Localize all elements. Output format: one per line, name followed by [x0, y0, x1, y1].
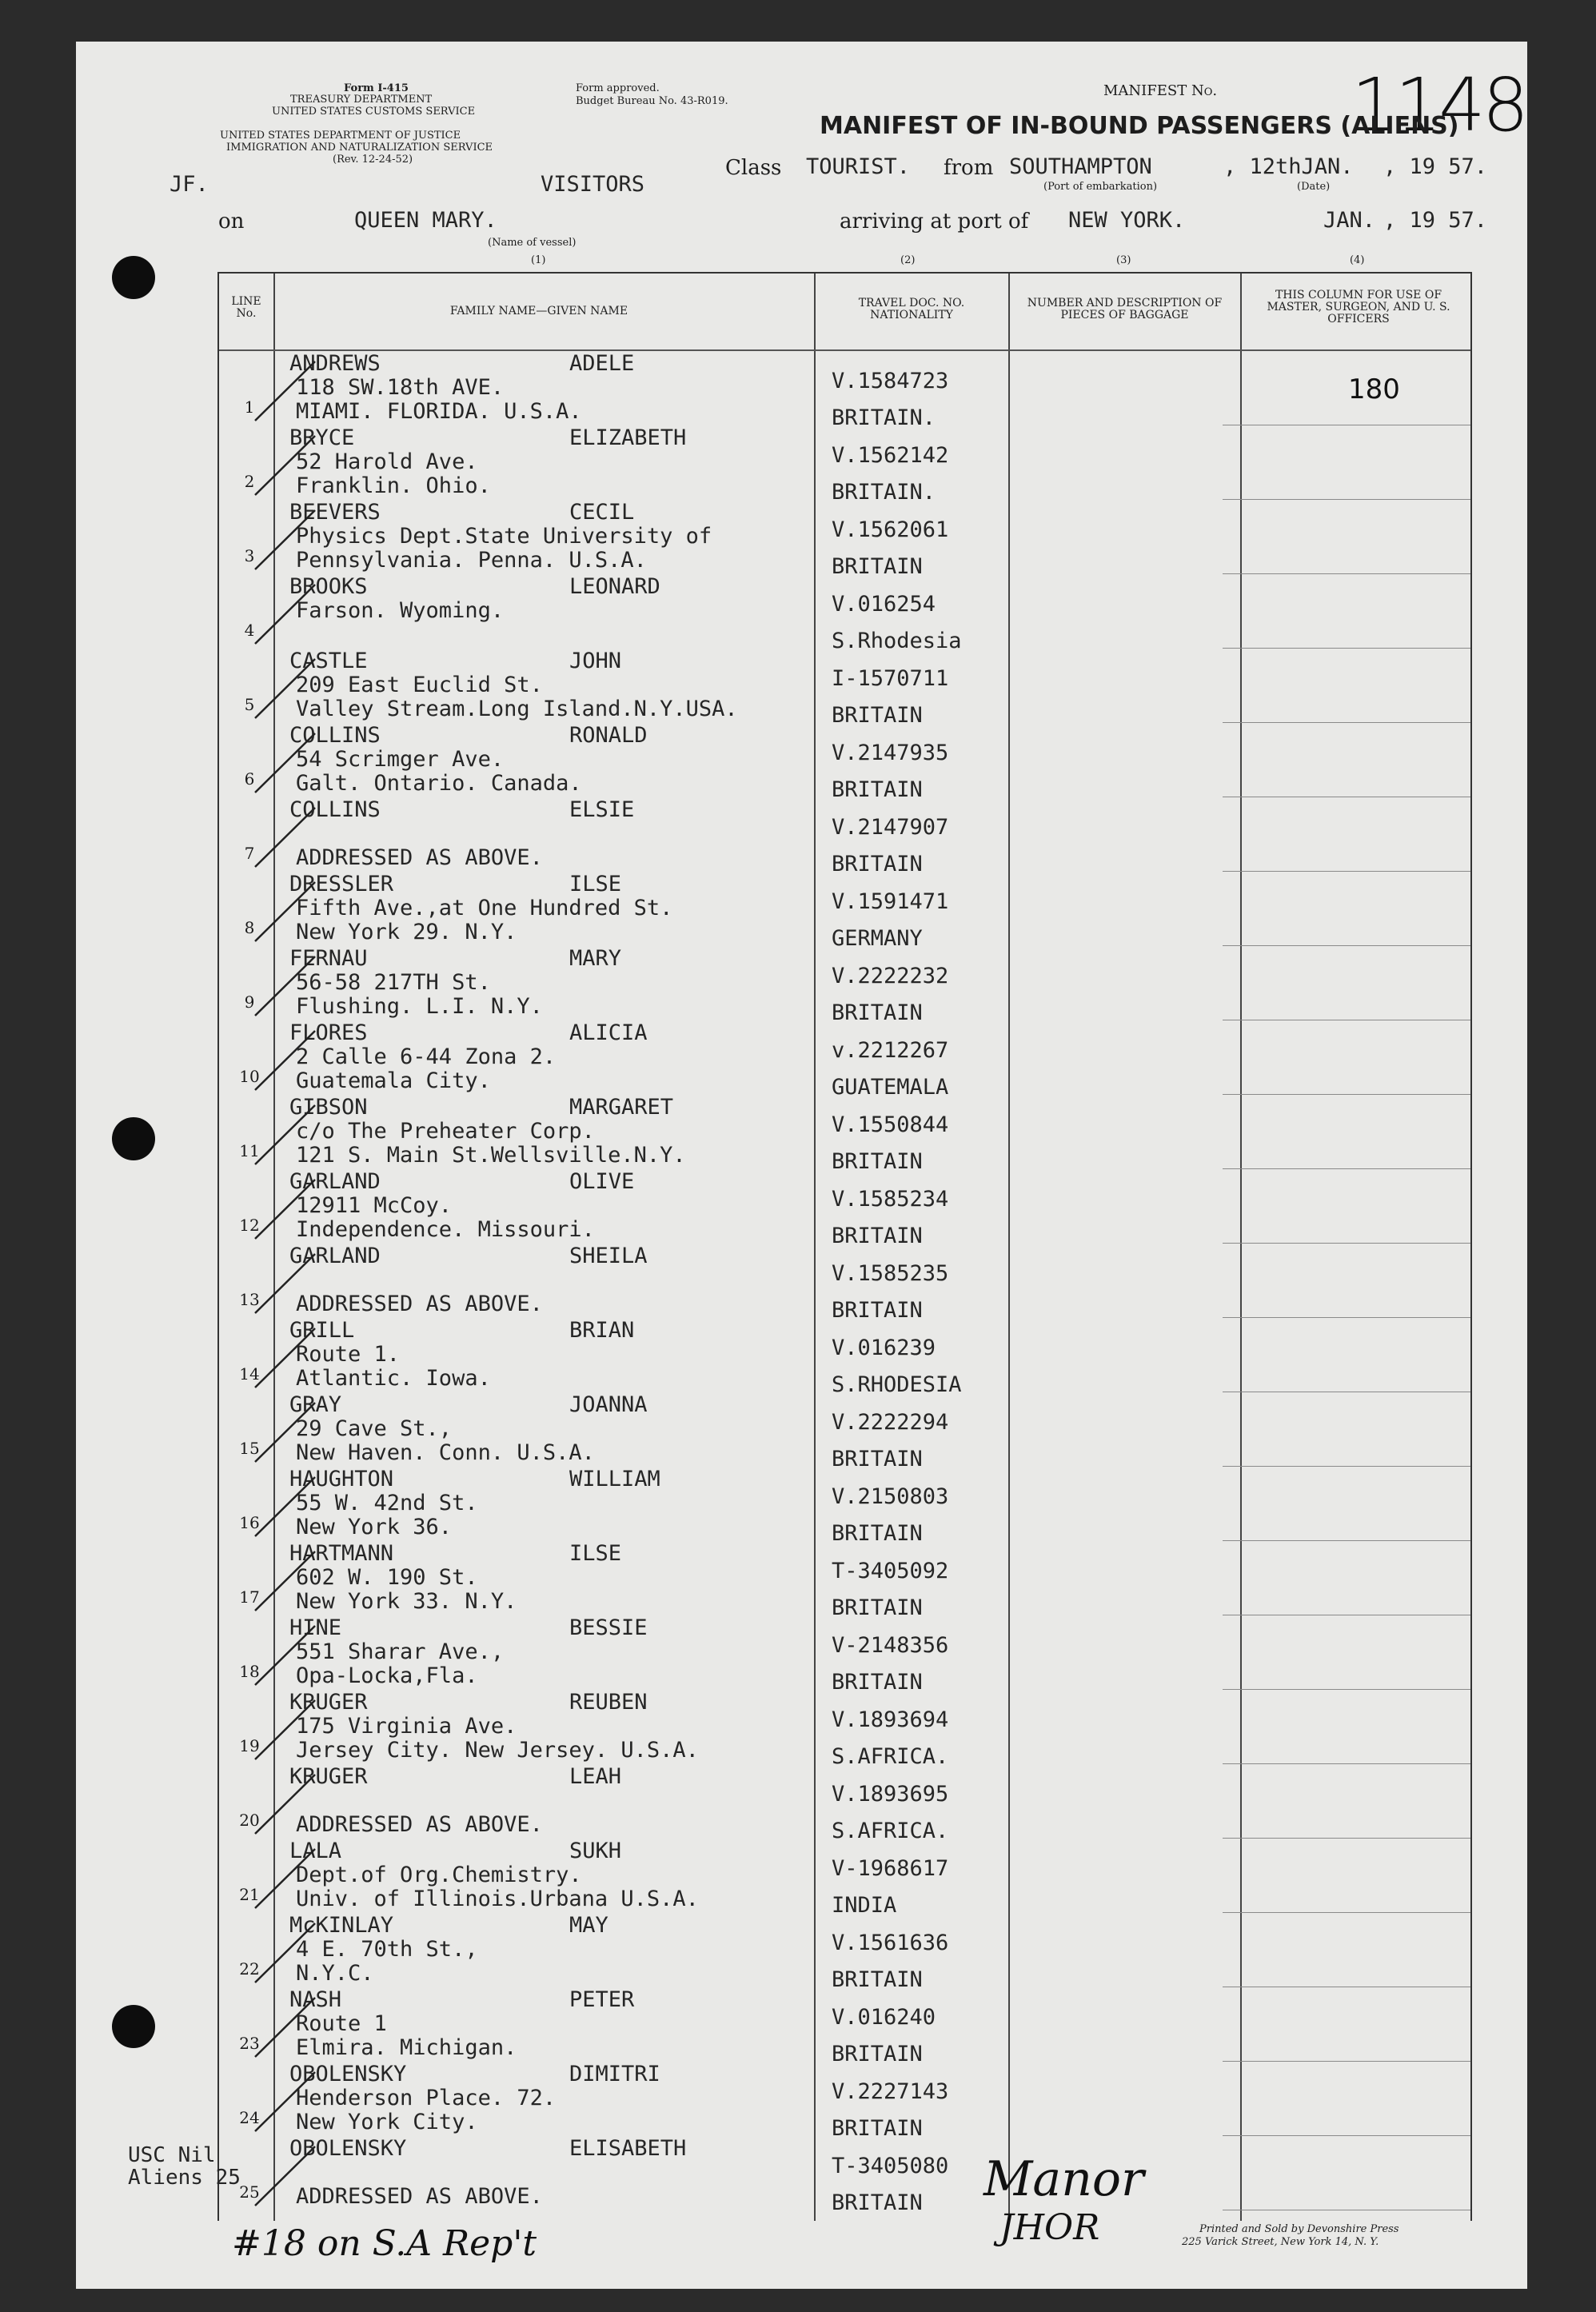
- address-line-1: 602 W. 190 St.: [296, 1565, 478, 1590]
- travel-doc-number: V.016239: [832, 1336, 936, 1360]
- family-name: LALA: [289, 1839, 342, 1863]
- address-line-1: 56-58 217TH St.: [296, 970, 491, 995]
- address-line-1: 551 Sharar Ave.,: [296, 1639, 505, 1664]
- given-name: BESSIE: [569, 1615, 648, 1640]
- colhead-officers: THIS COLUMN FOR USE OF MASTER, SURGEON, AND U. S. OFFICERS: [1267, 289, 1450, 325]
- given-name: RONALD: [569, 723, 648, 748]
- nationality: BRITAIN.: [832, 405, 936, 430]
- travel-doc-number: v.2212267: [832, 1038, 949, 1063]
- check-mark-icon: [251, 1545, 323, 1617]
- family-name: GRAY: [289, 1392, 342, 1417]
- address-line-1: Fifth Ave.,at One Hundred St.: [296, 896, 673, 920]
- revision: (Rev. 12-24-52): [333, 154, 413, 166]
- line-number: 5: [244, 695, 255, 714]
- check-mark-icon: [251, 1694, 323, 1766]
- address-line-2: ADDRESSED AS ABOVE.: [296, 1812, 543, 1837]
- dept-justice-sub: IMMIGRATION AND NATURALIZATION SERVICE: [226, 142, 493, 154]
- address-line-2: New York 33. N.Y.: [296, 1589, 517, 1614]
- check-mark-icon: [251, 1843, 323, 1915]
- check-mark-icon: [251, 1248, 323, 1320]
- nationality: S.AFRICA.: [832, 1819, 949, 1843]
- initials: JF.: [170, 172, 209, 197]
- table-row: [219, 1020, 1470, 1100]
- table-row: [219, 797, 1470, 876]
- travel-doc-number: V.1893695: [832, 1782, 949, 1807]
- given-name: JOHN: [569, 649, 622, 673]
- table-row: [219, 1392, 1470, 1471]
- family-name: OBOLENSKY: [289, 2062, 407, 2086]
- given-name: MARGARET: [569, 1095, 674, 1120]
- family-name: BRYCE: [289, 425, 355, 450]
- family-name: FERNAU: [289, 946, 368, 971]
- nationality: BRITAIN: [832, 703, 923, 728]
- dept-treasury-sub: UNITED STATES CUSTOMS SERVICE: [272, 106, 476, 118]
- family-name: HARTMANN: [289, 1541, 394, 1566]
- travel-doc-number: V.1562061: [832, 517, 949, 542]
- address-line-2: Galt. Ontario. Canada.: [296, 771, 582, 796]
- line-number: 1: [244, 397, 255, 417]
- family-name: GARLAND: [289, 1169, 381, 1194]
- line-number: 12: [239, 1216, 260, 1235]
- travel-doc-number: T-3405080: [832, 2154, 949, 2178]
- nationality: BRITAIN: [832, 1521, 923, 1546]
- travel-doc-number: V-1968617: [832, 1856, 949, 1881]
- given-name: ILSE: [569, 872, 622, 896]
- address-line-2: Franklin. Ohio.: [296, 473, 491, 498]
- given-name: PETER: [569, 1987, 635, 2012]
- nationality: S.RHODESIA: [832, 1372, 962, 1397]
- address-line-1: Dept.of Org.Chemistry.: [296, 1863, 582, 1887]
- nationality: BRITAIN: [832, 2042, 923, 2066]
- address-line-2: New Haven. Conn. U.S.A.: [296, 1440, 595, 1465]
- date-caption: (Date): [1297, 181, 1331, 193]
- from-label: from: [944, 156, 994, 180]
- nationality: BRITAIN: [832, 1967, 923, 1992]
- line-number: 8: [244, 918, 255, 937]
- arrival-port: NEW YORK.: [1068, 208, 1186, 233]
- address-line-2: Independence. Missouri.: [296, 1217, 595, 1242]
- visitors-label: VISITORS: [541, 172, 645, 197]
- nationality: GUATEMALA: [832, 1075, 949, 1100]
- nationality: BRITAIN: [832, 1224, 923, 1248]
- address-line-2: ADDRESSED AS ABOVE.: [296, 2184, 543, 2209]
- travel-doc-number: V-2148356: [832, 1633, 949, 1658]
- binder-hole-top: [112, 256, 155, 299]
- family-name: COLLINS: [289, 797, 381, 822]
- address-line-2: Jersey City. New Jersey. U.S.A.: [296, 1738, 699, 1763]
- address-line-1: 54 Scrimger Ave.: [296, 747, 505, 772]
- check-mark-icon: [251, 1173, 323, 1245]
- address-line-2: Opa-Locka,Fla.: [296, 1663, 478, 1688]
- embarkation-year: , 19 57.: [1383, 154, 1488, 179]
- line-number: 23: [239, 2034, 260, 2053]
- travel-doc-number: V.2150803: [832, 1484, 949, 1509]
- given-name: REUBEN: [569, 1690, 648, 1715]
- table-row: [219, 1095, 1470, 1174]
- address-line-1: 209 East Euclid St.: [296, 673, 543, 697]
- family-name: DRESSLER: [289, 872, 394, 896]
- family-name: KRUGER: [289, 1764, 368, 1789]
- given-name: ALICIA: [569, 1020, 648, 1045]
- nationality: BRITAIN: [832, 2116, 923, 2141]
- check-mark-icon: [251, 504, 323, 576]
- address-line-1: 52 Harold Ave.: [296, 449, 478, 474]
- address-line-1: 55 W. 42nd St.: [296, 1491, 478, 1515]
- table-row: [219, 872, 1470, 951]
- given-name: ELSIE: [569, 797, 635, 822]
- address-line-1: Henderson Place. 72.: [296, 2086, 557, 2110]
- nationality: BRITAIN: [832, 777, 923, 802]
- dept-justice: UNITED STATES DEPARTMENT OF JUSTICE: [220, 130, 461, 142]
- address-line-1: 2 Calle 6-44 Zona 2.: [296, 1044, 557, 1069]
- nationality: INDIA: [832, 1893, 897, 1918]
- nationality: GERMANY: [832, 926, 923, 951]
- travel-doc-number: V.1585235: [832, 1261, 949, 1286]
- check-mark-icon: [251, 2140, 323, 2212]
- nationality: BRITAIN: [832, 2190, 923, 2215]
- line-number: 4: [244, 621, 255, 640]
- address-line-2: Univ. of Illinois.Urbana U.S.A.: [296, 1887, 699, 1911]
- table-row: [219, 1839, 1470, 1918]
- line-number: 2: [244, 472, 255, 491]
- line-number: 7: [244, 844, 255, 863]
- table-row: [219, 1318, 1470, 1397]
- check-mark-icon: [251, 1471, 323, 1543]
- family-name: BROOKS: [289, 574, 368, 599]
- address-line-1: c/o The Preheater Corp.: [296, 1119, 595, 1144]
- given-name: MARY: [569, 946, 622, 971]
- check-mark-icon: [251, 801, 323, 873]
- table-row: [219, 1169, 1470, 1248]
- embarkation-date: , 12thJAN.: [1223, 154, 1354, 179]
- family-name: BEEVERS: [289, 500, 381, 525]
- address-line-2: Atlantic. Iowa.: [296, 1366, 491, 1391]
- check-mark-icon: [251, 429, 323, 501]
- travel-doc-number: V.1550844: [832, 1112, 949, 1137]
- line-number: 17: [239, 1587, 260, 1607]
- line-number: 20: [239, 1811, 260, 1830]
- col-num-1: (1): [531, 254, 546, 266]
- travel-doc-number: V.1893694: [832, 1707, 949, 1732]
- address-line-1: Physics Dept.State University of: [296, 524, 712, 549]
- nationality: S.Rhodesia: [832, 629, 962, 653]
- address-line-2: Elmira. Michigan.: [296, 2035, 517, 2060]
- check-mark-icon: [251, 1322, 323, 1394]
- travel-doc-number: V.1561636: [832, 1931, 949, 1955]
- col-num-3: (3): [1116, 254, 1131, 266]
- travel-doc-number: V.2222294: [832, 1410, 949, 1435]
- nationality: S.AFRICA.: [832, 1744, 949, 1769]
- travel-doc-number: I-1570711: [832, 666, 949, 691]
- form-approved: Form approved.: [576, 82, 660, 94]
- line-number: 16: [239, 1513, 260, 1532]
- table-row: [219, 351, 1470, 430]
- dept-treasury: TREASURY DEPARTMENT: [290, 94, 433, 106]
- travel-doc-number: V.016240: [832, 2005, 936, 2030]
- table-row: [219, 2136, 1470, 2215]
- table-row: [219, 1615, 1470, 1695]
- table-row: [219, 500, 1470, 579]
- given-name: MAY: [569, 1913, 608, 1938]
- line-number: 3: [244, 546, 255, 565]
- col-num-2: (2): [900, 254, 916, 266]
- port-caption: (Port of embarkation): [1043, 181, 1158, 193]
- address-line-1: Farson. Wyoming.: [296, 598, 505, 623]
- line-number: 15: [239, 1439, 260, 1458]
- address-line-1: Route 1: [296, 2011, 387, 2036]
- check-mark-icon: [251, 727, 323, 799]
- given-name: BRIAN: [569, 1318, 635, 1343]
- line-number: 25: [239, 2182, 260, 2202]
- nationality: BRITAIN.: [832, 480, 936, 505]
- address-line-1: 175 Virginia Ave.: [296, 1714, 517, 1739]
- family-name: HAUGHTON: [289, 1467, 394, 1491]
- check-mark-icon: [251, 1917, 323, 1989]
- given-name: LEONARD: [569, 574, 660, 599]
- table-row: [219, 1913, 1470, 1992]
- manifest-number-label: MANIFEST No.: [1103, 82, 1218, 99]
- signature: Manor: [984, 2151, 1144, 2207]
- address-line-2: N.Y.C.: [296, 1961, 374, 1986]
- address-line-2: New York 29. N.Y.: [296, 920, 517, 944]
- family-name: McKINLAY: [289, 1913, 394, 1938]
- family-name: GRILL: [289, 1318, 355, 1343]
- class-value: TOURIST.: [806, 154, 911, 179]
- manifest-title: MANIFEST OF IN-BOUND PASSENGERS (ALIENS): [820, 112, 1459, 140]
- colhead-name: FAMILY NAME—GIVEN NAME: [449, 305, 628, 317]
- family-name: FLORES: [289, 1020, 368, 1045]
- budget-bureau: Budget Bureau No. 43-R019.: [576, 95, 728, 107]
- line-number: 19: [239, 1736, 260, 1755]
- nationality: BRITAIN: [832, 1670, 923, 1695]
- check-mark-icon: [251, 876, 323, 948]
- given-name: ELIZABETH: [569, 425, 687, 450]
- check-mark-icon: [251, 950, 323, 1022]
- table-row: [219, 574, 1470, 653]
- travel-doc-number: V.016254: [832, 592, 936, 617]
- colhead-line-no: LINE No.: [231, 295, 261, 320]
- check-mark-icon: [251, 1991, 323, 2063]
- check-mark-icon: [251, 578, 323, 650]
- passenger-rows: [219, 351, 1470, 2214]
- address-line-2: Flushing. L.I. N.Y.: [296, 994, 543, 1019]
- address-line-2: Pennsylvania. Penna. U.S.A.: [296, 548, 647, 573]
- form-number: Form I-415: [344, 82, 409, 94]
- nationality: BRITAIN: [832, 1595, 923, 1620]
- family-name: NASH: [289, 1987, 342, 2012]
- given-name: DIMITRI: [569, 2062, 660, 2086]
- check-mark-icon: [251, 1619, 323, 1691]
- given-name: OLIVE: [569, 1169, 635, 1194]
- line-number: 11: [239, 1141, 260, 1160]
- given-name: SUKH: [569, 1839, 622, 1863]
- travel-doc-number: V.1584723: [832, 369, 949, 393]
- nationality: BRITAIN: [832, 852, 923, 876]
- nationality: BRITAIN: [832, 554, 923, 579]
- check-mark-icon: [251, 355, 323, 427]
- travel-doc-number: T-3405092: [832, 1559, 949, 1583]
- address-line-1: 4 E. 70th St.,: [296, 1937, 478, 1962]
- line-number: 21: [239, 1885, 260, 1904]
- given-name: CECIL: [569, 500, 635, 525]
- on-label: on: [218, 210, 245, 234]
- line-number: 14: [239, 1364, 260, 1384]
- line-number: 9: [244, 992, 255, 1012]
- line-number: 13: [239, 1290, 260, 1309]
- official-notation: 180: [1348, 373, 1400, 405]
- table-row: [219, 1690, 1470, 1769]
- table-row: [219, 425, 1470, 505]
- manifest-number: 1148: [1351, 62, 1526, 148]
- travel-doc-number: V.1562142: [832, 443, 949, 468]
- family-name: CASTLE: [289, 649, 368, 673]
- table-row: [219, 2062, 1470, 2141]
- vessel-caption: (Name of vessel): [488, 237, 577, 249]
- travel-doc-number: V.2222232: [832, 964, 949, 988]
- signature-initials: JHOR: [999, 2207, 1100, 2248]
- address-line-2: 121 S. Main St.Wellsville.N.Y.: [296, 1143, 686, 1168]
- nationality: BRITAIN: [832, 1447, 923, 1471]
- printer-line-1: Printed and Sold by Devonshire Press: [1199, 2223, 1399, 2235]
- address-line-2: Guatemala City.: [296, 1068, 491, 1093]
- travel-doc-number: V.1585234: [832, 1187, 949, 1212]
- table-row: [219, 649, 1470, 728]
- family-name: ANDREWS: [289, 351, 381, 376]
- arrival-date: JAN.: [1323, 208, 1376, 233]
- colhead-baggage: NUMBER AND DESCRIPTION OF PIECES OF BAGGAGE: [1027, 297, 1223, 321]
- vessel-name: QUEEN MARY.: [354, 208, 497, 233]
- travel-doc-number: V.1591471: [832, 889, 949, 914]
- binder-hole-middle: [112, 1117, 155, 1160]
- colhead-travel-doc: TRAVEL DOC. NO. NATIONALITY: [858, 297, 965, 321]
- address-line-2: New York 36.: [296, 1515, 453, 1539]
- given-name: ADELE: [569, 351, 635, 376]
- table-row: [219, 723, 1470, 802]
- address-line-2: MIAMI. FLORIDA. U.S.A.: [296, 399, 582, 424]
- table-row: [219, 1244, 1470, 1323]
- table-row: [219, 1764, 1470, 1843]
- passenger-table: [217, 272, 1472, 2221]
- family-name: KRUGER: [289, 1690, 368, 1715]
- given-name: SHEILA: [569, 1244, 648, 1268]
- address-line-1: 118 SW.18th AVE.: [296, 375, 505, 400]
- given-name: WILLIAM: [569, 1467, 660, 1491]
- col-num-4: (4): [1350, 254, 1365, 266]
- nationality: BRITAIN: [832, 1000, 923, 1025]
- family-name: OBOLENSKY: [289, 2136, 407, 2161]
- check-mark-icon: [251, 653, 323, 725]
- line-number: 10: [239, 1067, 260, 1086]
- address-line-2: New York City.: [296, 2110, 478, 2134]
- family-name: COLLINS: [289, 723, 381, 748]
- table-row: [219, 1987, 1470, 2066]
- nationality: BRITAIN: [832, 1298, 923, 1323]
- port-of-embarkation: SOUTHAMPTON: [1009, 154, 1152, 179]
- arriving-label: arriving at port of: [840, 210, 1029, 234]
- table-row: [219, 1467, 1470, 1546]
- given-name: LEAH: [569, 1764, 622, 1789]
- line-number: 6: [244, 769, 255, 789]
- class-label: Class: [725, 156, 782, 180]
- check-mark-icon: [251, 2066, 323, 2138]
- line-number: 18: [239, 1662, 260, 1681]
- given-name: ILSE: [569, 1541, 622, 1566]
- nationality: BRITAIN: [832, 1149, 923, 1174]
- travel-doc-number: V.2147935: [832, 741, 949, 765]
- address-line-2: Valley Stream.Long Island.N.Y.USA.: [296, 697, 738, 721]
- check-mark-icon: [251, 1768, 323, 1840]
- family-name: HINE: [289, 1615, 342, 1640]
- check-mark-icon: [251, 1396, 323, 1468]
- address-line-1: 12911 McCoy.: [296, 1193, 453, 1218]
- address-line-2: ADDRESSED AS ABOVE.: [296, 1292, 543, 1316]
- printer-line-2: 225 Varick Street, New York 14, N. Y.: [1182, 2236, 1379, 2248]
- handwritten-note: #18 on S.A Rep't: [232, 2223, 537, 2264]
- travel-doc-number: V.2147907: [832, 815, 949, 840]
- arrival-year: , 19 57.: [1383, 208, 1488, 233]
- line-number: 22: [239, 1959, 260, 1979]
- given-name: ELISABETH: [569, 2136, 687, 2161]
- address-line-2: ADDRESSED AS ABOVE.: [296, 845, 543, 870]
- check-mark-icon: [251, 1099, 323, 1171]
- table-row: [219, 1541, 1470, 1620]
- family-name: GARLAND: [289, 1244, 381, 1268]
- line-number: 24: [239, 2108, 260, 2127]
- address-line-1: Route 1.: [296, 1342, 401, 1367]
- check-mark-icon: [251, 1024, 323, 1096]
- usc-count: USC Nil: [128, 2143, 216, 2167]
- given-name: JOANNA: [569, 1392, 648, 1417]
- travel-doc-number: V.2227143: [832, 2079, 949, 2104]
- aliens-count: Aliens 25: [128, 2166, 241, 2190]
- binder-hole-bottom: [112, 2005, 155, 2048]
- family-name: GIBSON: [289, 1095, 368, 1120]
- address-line-1: 29 Cave St.,: [296, 1416, 453, 1441]
- table-row: [219, 946, 1470, 1025]
